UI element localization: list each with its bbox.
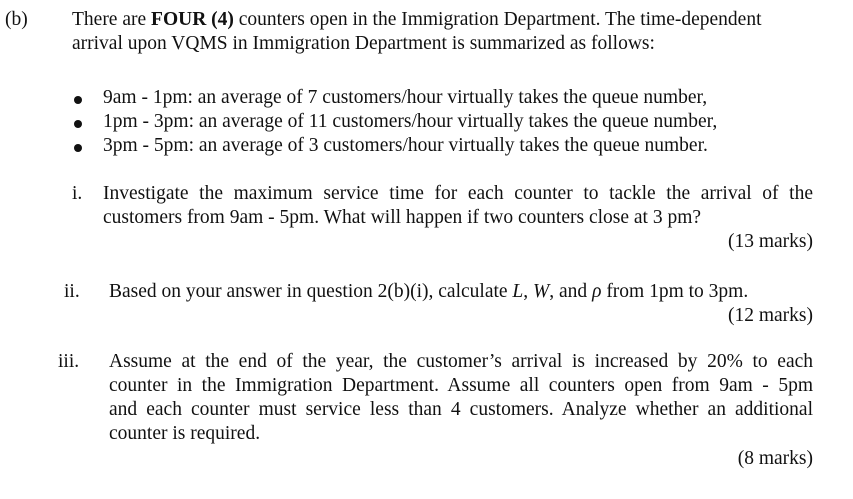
bullet-item-3: 3pm - 5pm: an average of 3 customers/hour virtually takes the queue number. [103,135,708,156]
bullet-dot-3 [74,144,82,152]
bullet-item-2: 1pm - 3pm: an average of 11 customers/hour virtually takes the queue number, [103,111,718,132]
variable-W: W [533,281,550,302]
question-iii-line-4: counter is required. [109,423,261,444]
intro-pre: There are [72,9,152,30]
intro-line-2: arrival upon VQMS in Immigration Department is summarized as follows: [72,33,655,54]
question-i-label: i. [72,183,83,204]
question-iii-label: iii. [58,351,80,372]
bullet-dot-1 [74,96,82,104]
intro-bold: FOUR (4) [151,9,234,30]
variable-rho: ρ [592,281,602,302]
question-i-line-1: Investigate the maximum service time for each counter to tackle the arrival of the [103,183,813,204]
part-label: (b) [5,9,28,30]
question-ii-text [109,280,748,304]
question-iii-line-3: and each counter must service less than 4 customers. Analyze whether an additional [109,399,813,420]
question-ii-label: ii. [64,281,80,302]
intro-post: counters open in the Immigration Department. The time-dependent [233,9,762,30]
question-i-marks: (13 marks) [727,231,813,252]
question-ii-marks: (12 marks) [727,305,813,326]
question-iii-line-2: counter in the Immigration Department. Assume all counters open from 9am - 5pm [109,375,813,396]
question-ii-text-post: from 1pm to 3pm. [601,281,749,302]
bullet-dot-2 [74,120,82,128]
variable-L: L [512,281,524,302]
question-iii-line-1: Assume at the end of the year, the customer’s arrival is increased by 20% to each [109,351,813,372]
bullet-item-1: 9am - 1pm: an average of 7 customers/hour virtually takes the queue number, [103,87,708,108]
question-ii-text-pre: Based on your answer in question 2(b)(i), calculate [109,281,513,302]
question-i-line-2: customers from 9am - 5pm. What will happen if two counters close at 3 pm? [103,207,702,228]
question-ii-sep-2: , and [549,281,593,302]
question-iii-marks: (8 marks) [737,448,813,469]
intro-line-1 [72,8,762,32]
question-ii-sep-1: , [523,281,534,302]
